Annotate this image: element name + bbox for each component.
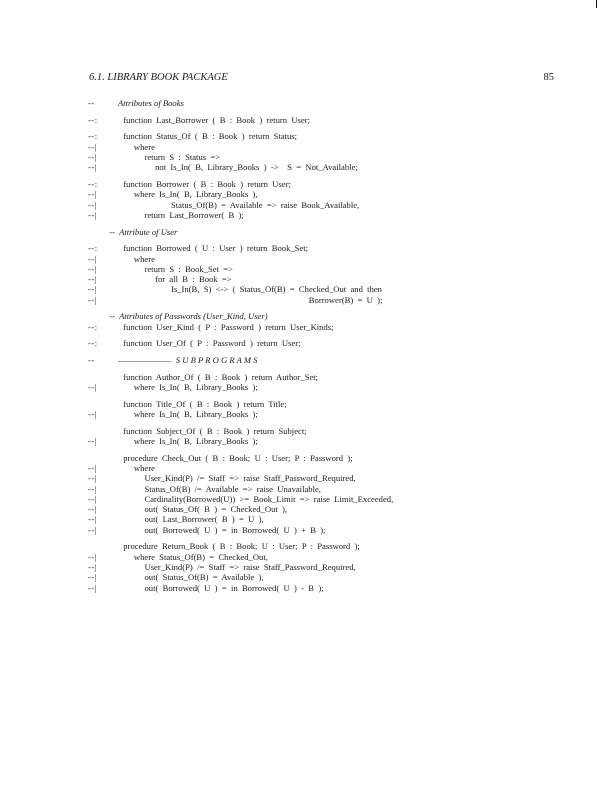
annotation-marker: --| xyxy=(88,483,97,494)
annotation-marker: --| xyxy=(88,463,97,473)
code-text: function Subject_Of ( B : Book ) return Subject; xyxy=(123,425,307,436)
code-text: User_Kind(P) /= Staff => raise Staff_Password_Required, xyxy=(144,473,356,484)
code-line xyxy=(88,382,582,392)
annotation-marker: --| xyxy=(88,189,97,200)
code-line xyxy=(88,473,582,483)
annotation-marker: -- xyxy=(88,98,95,108)
code-text: where xyxy=(133,253,155,264)
annotation-marker: -- xyxy=(88,355,95,366)
code-line xyxy=(88,179,582,189)
annotation-marker: --| xyxy=(88,409,97,420)
code-text: for all B : Book => xyxy=(155,274,232,285)
code-line xyxy=(88,399,582,409)
comment-line xyxy=(88,311,582,321)
code-line xyxy=(88,338,582,348)
code-line xyxy=(88,494,582,504)
code-text: function Author_Of ( B : Book ) return Author_Set; xyxy=(123,371,319,382)
code-line xyxy=(88,552,582,562)
code-text: function Last_Borrower ( B : Book ) return User; xyxy=(123,114,310,125)
running-header xyxy=(89,72,554,83)
annotation-marker: --: xyxy=(88,178,98,189)
annotation-marker: --| xyxy=(88,473,97,484)
code-line xyxy=(88,583,582,593)
code-line xyxy=(88,453,582,463)
code-text: where xyxy=(133,463,155,473)
code-line xyxy=(88,295,582,305)
comment-text: Attributes of Books xyxy=(118,98,184,108)
code-text: return Last_Borrower( B ); xyxy=(144,209,244,220)
annotation-marker: --| xyxy=(88,582,97,593)
code-line xyxy=(88,142,582,152)
code-line xyxy=(88,162,582,172)
code-text: where Status_Of(B) = Checked_Out, xyxy=(133,551,268,562)
annotation-marker: --| xyxy=(88,504,97,515)
code-line xyxy=(88,562,582,572)
annotation-marker: --| xyxy=(88,294,97,305)
comment-text: -- Attribute of User xyxy=(109,226,178,237)
annotation-marker: --| xyxy=(88,284,97,295)
code-text: procedure Check_Out ( B : Book; U : User; P : Password ); xyxy=(123,452,353,463)
code-text: out( Last_Borrower( B ) = U ), xyxy=(144,514,264,525)
code-text: where Is_In( B, Library_Books ); xyxy=(133,409,258,420)
code-text: out( Status_Of( B ) = Checked_Out ), xyxy=(144,504,288,515)
annotation-marker: --: xyxy=(88,131,98,142)
code-text: function User_Of ( P : Password ) return User; xyxy=(123,338,301,349)
code-text: User_Kind(P) /= Staff => raise Staff_Password_Required, xyxy=(144,562,356,573)
code-line xyxy=(88,504,582,514)
annotation-marker: --| xyxy=(88,514,97,525)
code-text: procedure Return_Book ( B : Book; U : User; P : Password ); xyxy=(123,541,360,552)
code-line xyxy=(88,463,582,473)
code-line xyxy=(88,284,582,294)
code-text: where Is_In( B, Library_Books ); xyxy=(133,436,258,447)
code-line xyxy=(88,372,582,382)
annotation-marker: --| xyxy=(88,493,97,504)
code-line xyxy=(88,254,582,264)
comment-line xyxy=(88,355,582,365)
comment-line xyxy=(88,98,582,108)
code-line xyxy=(88,409,582,419)
code-text: out( Borrowed( U ) = in Borrowed( U ) + B ); xyxy=(144,524,326,535)
code-text: function Title_Of ( B : Book ) return Title; xyxy=(123,398,287,409)
code-text: Borrower(B) = U ); xyxy=(308,294,383,305)
code-line xyxy=(88,525,582,535)
code-text: Cardinality(Borrowed(U)) >= Book_Limit => raise Limit_Exceeded, xyxy=(144,493,394,504)
code-text: function Status_Of ( B : Book ) return Status; xyxy=(123,131,298,142)
code-text: out( Status_Of(B) = Available ), xyxy=(144,572,264,583)
comment-text: -- Attributes of Passwords (User_Kind, User) xyxy=(109,311,268,322)
comment-line xyxy=(88,227,582,237)
code-line xyxy=(88,243,582,253)
section-title: 6.1. LIBRARY BOOK PACKAGE xyxy=(89,72,228,83)
code-text: return S : Status => xyxy=(144,151,221,162)
code-line xyxy=(88,426,582,436)
annotation-marker: --| xyxy=(88,524,97,535)
code-text: Is_In(B, S) <-> ( Status_Of(B) = Checked_Out and then xyxy=(171,284,382,295)
code-line xyxy=(88,210,582,220)
annotation-marker: --| xyxy=(88,562,97,573)
code-line xyxy=(88,264,582,274)
code-text: function User_Kind ( P : Password ) return User_Kinds; xyxy=(123,321,334,332)
code-line xyxy=(88,572,582,582)
code-line xyxy=(88,115,582,125)
code-line xyxy=(88,514,582,524)
code-line xyxy=(88,484,582,494)
code-line xyxy=(88,322,582,332)
annotation-marker: --| xyxy=(88,551,97,562)
code-text: function Borrower ( B : Book ) return User; xyxy=(123,178,291,189)
annotation-marker: --| xyxy=(88,263,97,274)
code-line xyxy=(88,200,582,210)
code-line xyxy=(88,274,582,284)
annotation-marker: --| xyxy=(88,382,97,393)
annotation-marker: --: xyxy=(88,114,98,125)
code-text: function Borrowed ( U : User ) return Book_Set; xyxy=(123,243,309,254)
code-line xyxy=(88,541,582,551)
annotation-marker: --| xyxy=(88,274,97,285)
code-text: not Is_In( B, Library_Books ) -> S = Not_Available; xyxy=(155,162,358,173)
corner-crop-mark xyxy=(596,0,597,8)
annotation-marker: --| xyxy=(88,141,97,152)
code-text: where Is_In( B, Library_Books ), xyxy=(133,189,258,200)
code-text: Status_Of(B) /= Available => raise Unavailable, xyxy=(144,483,321,494)
code-line xyxy=(88,436,582,446)
annotation-marker: --: xyxy=(88,338,98,349)
annotation-marker: --| xyxy=(88,151,97,162)
code-text: out( Borrowed( U ) = in Borrowed( U ) - B ); xyxy=(144,582,324,593)
annotation-marker: --: xyxy=(88,243,98,254)
annotation-marker: --| xyxy=(88,572,97,583)
code-text: where Is_In( B, Library_Books ); xyxy=(133,382,258,393)
page-number: 85 xyxy=(543,72,554,83)
code-line xyxy=(88,189,582,199)
code-line xyxy=(88,131,582,141)
code-listing xyxy=(88,98,582,593)
comment-text: ——————— S U B P R O G R A M S xyxy=(118,355,258,366)
code-text: Status_Of(B) = Available => raise Book_Available, xyxy=(171,199,360,210)
annotation-marker: --| xyxy=(88,199,97,210)
annotation-marker: --: xyxy=(88,321,98,332)
code-line xyxy=(88,152,582,162)
annotation-marker: --| xyxy=(88,162,97,173)
code-text: where xyxy=(133,141,155,152)
annotation-marker: --| xyxy=(88,209,97,220)
annotation-marker: --| xyxy=(88,253,97,264)
annotation-marker: --| xyxy=(88,436,97,447)
code-text: return S : Book_Set => xyxy=(144,263,233,274)
